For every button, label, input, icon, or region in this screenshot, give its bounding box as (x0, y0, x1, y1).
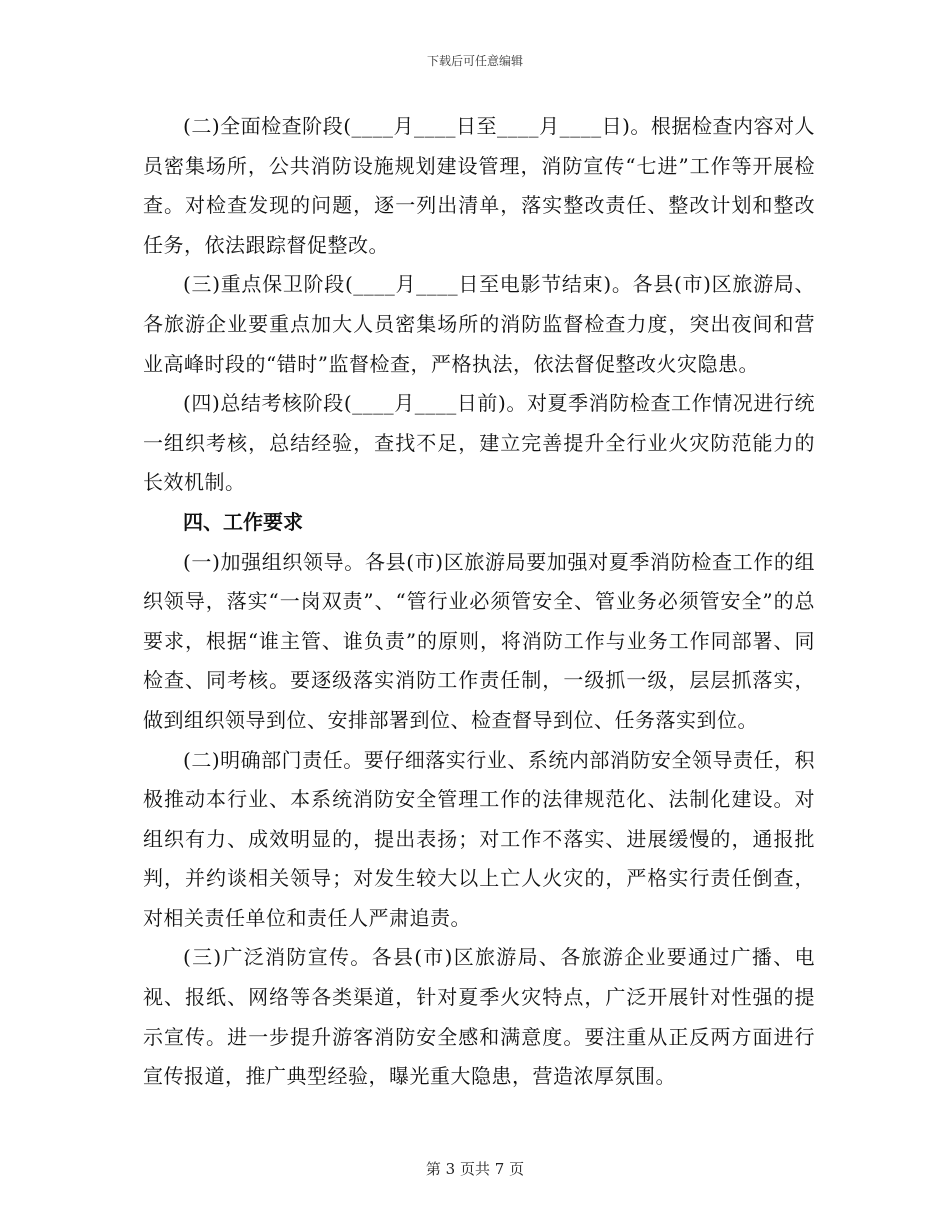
section-heading-work-requirements: 四、工作要求 (183, 509, 303, 534)
paragraph-fire-safety-publicity: (三)广泛消防宣传。各县(市)区旅游局、各旅游企业要通过广播、电视、报纸、网络等各类渠道，针对夏季火灾特点，广泛开展针对性强的提示宣传。进一步提升游客消防安全感和满意度。要注重从正反两方面进行宣传报道，推广典型经验，曝光重大隐患，营造浓厚氛围。 (143, 945, 815, 1089)
page-number-footer: 第 3 页共 7 页 (425, 1160, 525, 1178)
paragraph-key-security-stage: (三)重点保卫阶段(____月____日至电影节结束)。各县(市)区旅游局、各旅游企业要重点加大人员密集场所的消防监督检查力度，突出夜间和营业高峰时段的“错时”监督检查，严格执法，依法督促整改火灾隐患。 (143, 272, 815, 376)
paragraph-summary-assessment-stage: (四)总结考核阶段(____月____日前)。对夏季消防检查工作情况进行统一组织考核，总结经验，查找不足，建立完善提升全行业火灾防范能力的长效机制。 (143, 391, 815, 495)
paragraph-strengthen-leadership: (一)加强组织领导。各县(市)区旅游局要加强对夏季消防检查工作的组织领导，落实“一岗双责”、“管行业必须管安全、管业务必须管安全”的总要求，根据“谁主管、谁负责”的原则，将消防工作与业务工作同部署、同检查、同考核。要逐级落实消防工作责任制，一级抓一级，层层抓落实，做到组织领导到位、安排部署到位、检查督导到位、任务落实到位。 (143, 549, 815, 732)
document-body (143, 107, 815, 1097)
paragraph-clarify-responsibility: (二)明确部门责任。要仔细落实行业、系统内部消防安全领导责任，积极推动本行业、本系统消防安全管理工作的法律规范化、法制化建设。对组织有力、成效明显的，提出表扬；对工作不落实、进展缓慢的，通报批判，并约谈相关领导；对发生较大以上亡人火灾的，严格实行责任倒查，对相关责任单位和责任人严肃追责。 (143, 747, 815, 930)
paragraph-full-inspection-stage: (二)全面检查阶段(____月____日至____月____日)。根据检查内容对人员密集场所，公共消防设施规划建设管理，消防宣传“七进”工作等开展检查。对检查发现的问题，逐一列出清单，落实整改责任、整改计划和整改任务，依法跟踪督促整改。 (143, 114, 815, 257)
page-header: 下载后可任意编辑 (426, 54, 523, 68)
